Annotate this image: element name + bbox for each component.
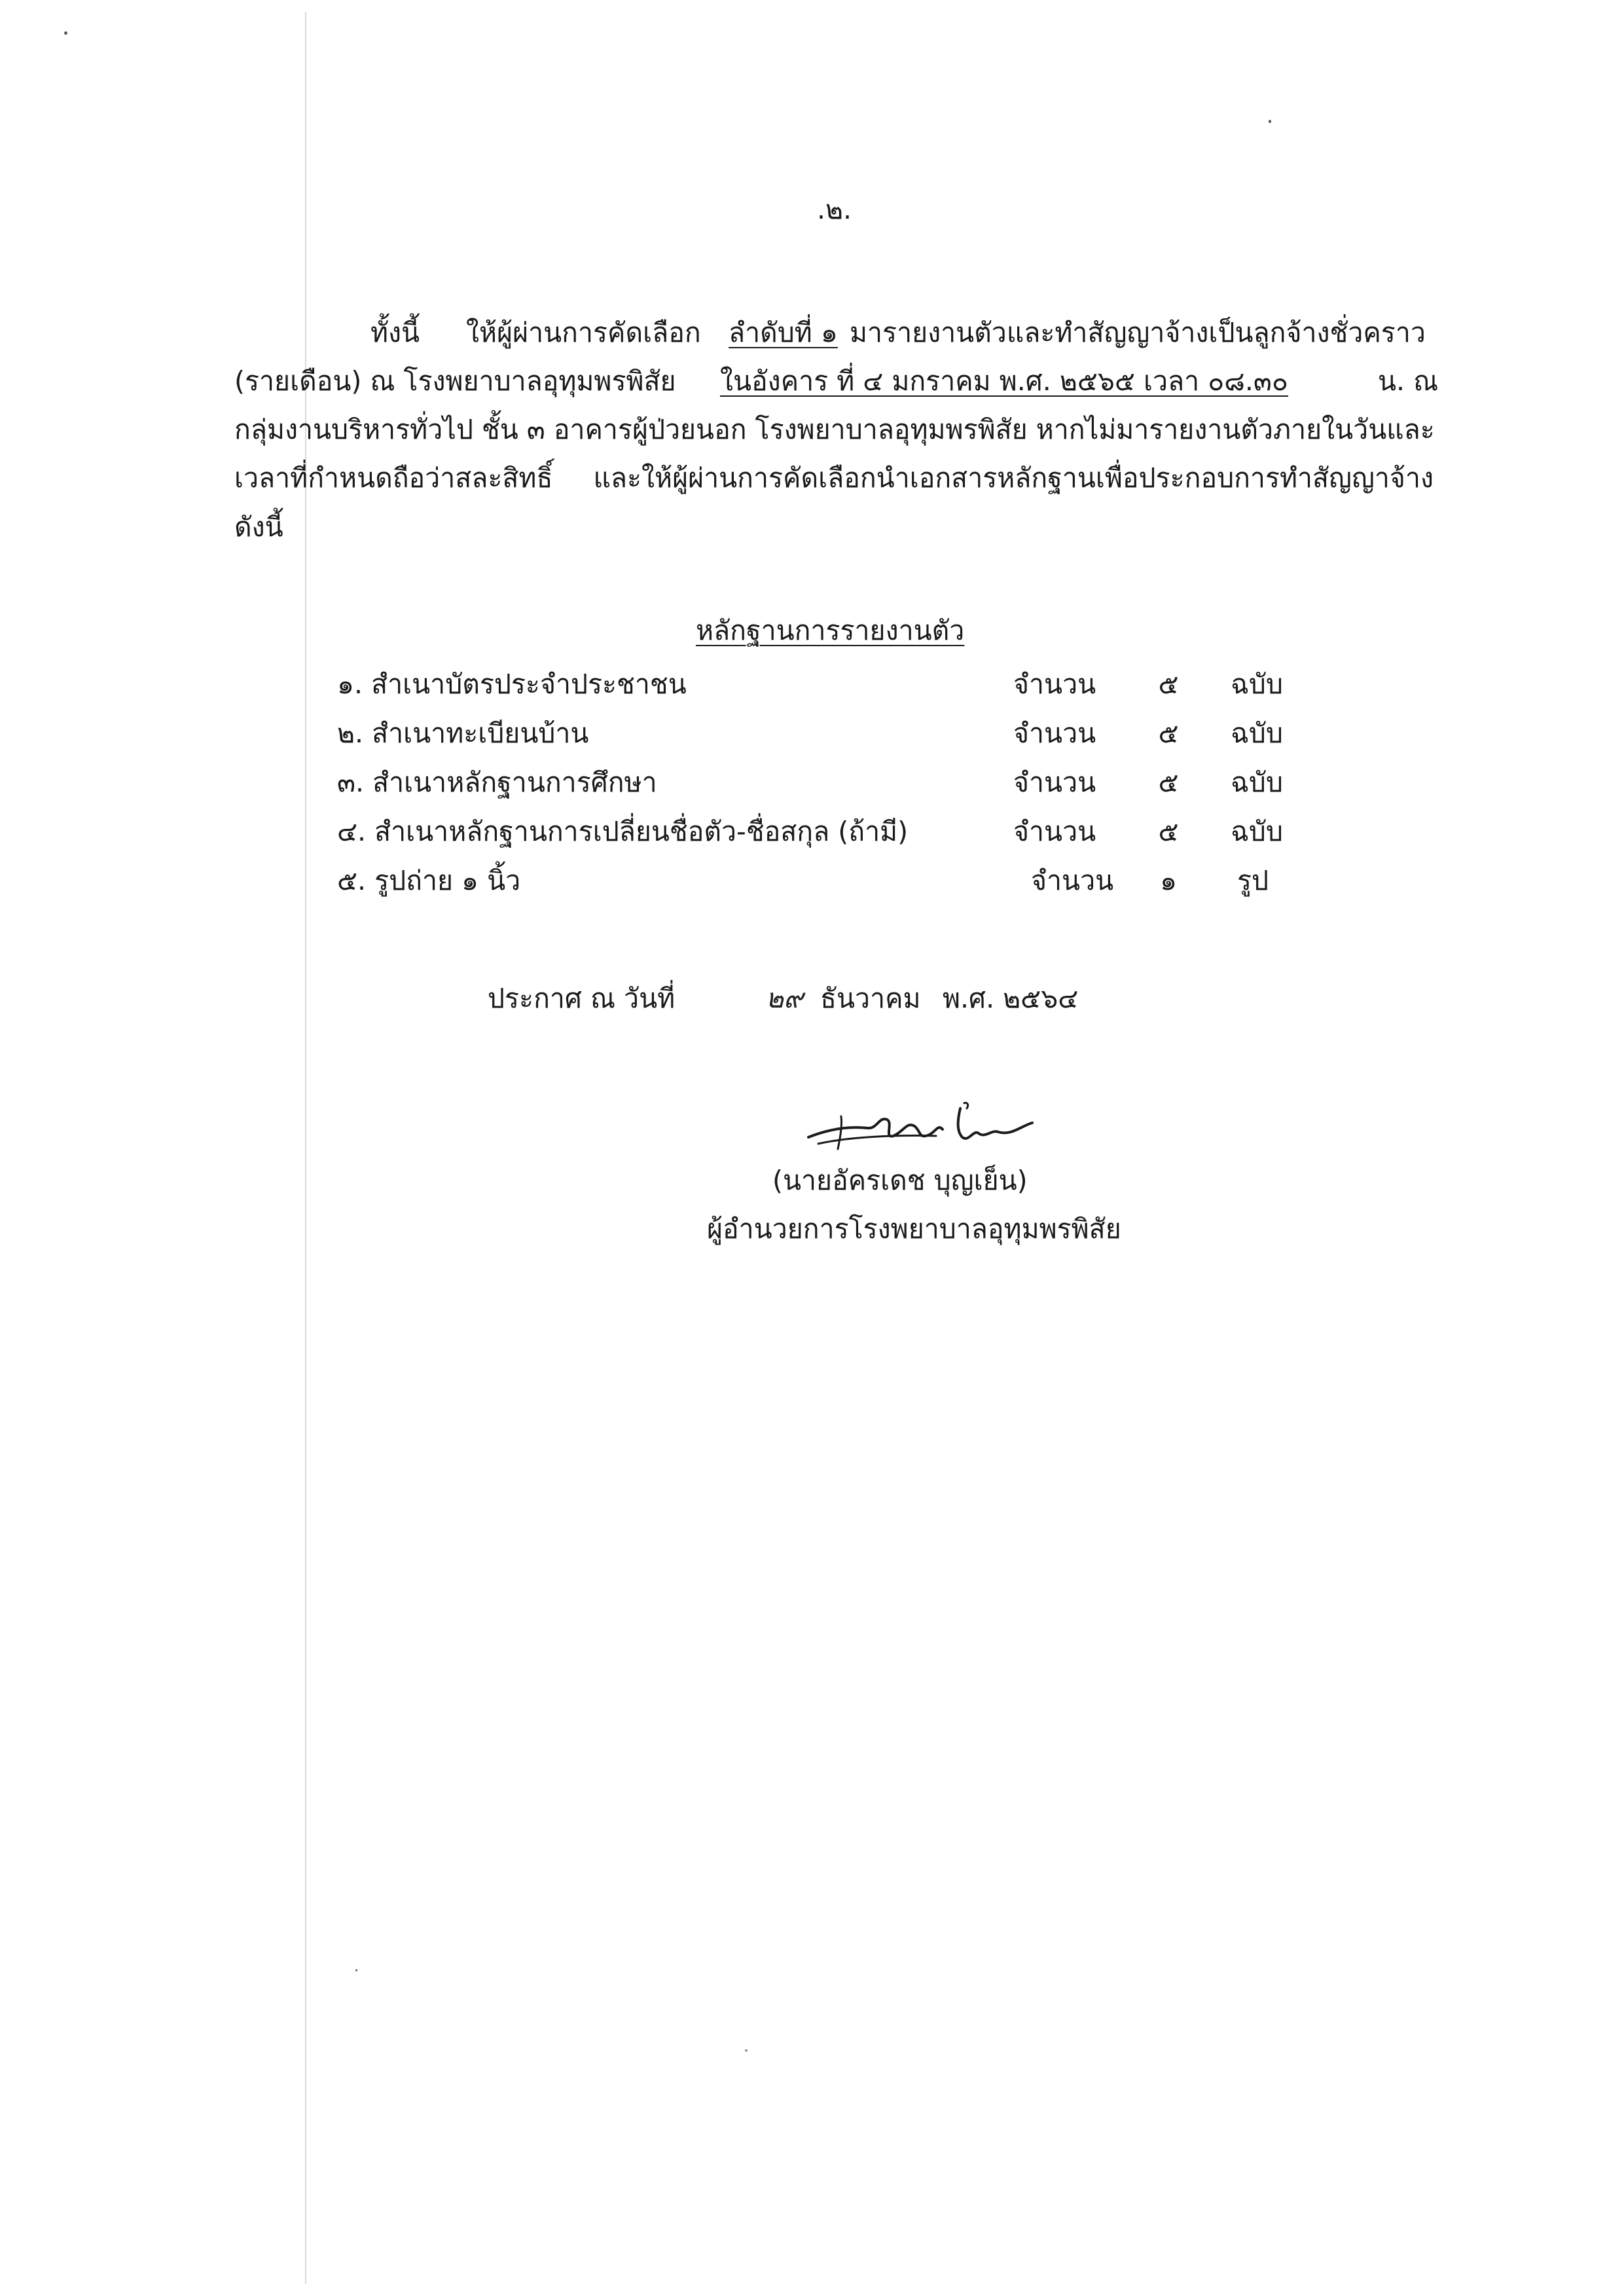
announcement-month: ธันวาคม xyxy=(820,983,921,1014)
evidence-item-label: ๒. สำเนาทะเบียนบ้าน xyxy=(337,718,589,749)
scan-speck xyxy=(64,31,67,35)
announcement-year: พ.ศ. ๒๕๖๔ xyxy=(943,983,1079,1014)
evidence-amount-label: จำนวน xyxy=(1013,767,1096,798)
announcement-day-handwritten: ๒๙ xyxy=(766,983,804,1014)
evidence-unit: ฉบับ xyxy=(1231,668,1283,700)
scan-speck xyxy=(1269,120,1271,123)
evidence-qty: ๑ xyxy=(1159,865,1178,896)
evidence-amount-label: จำนวน xyxy=(1013,668,1096,700)
evidence-qty: ๕ xyxy=(1158,767,1179,798)
body-indent-word: ทั้งนี้ xyxy=(370,317,420,348)
evidence-amount-label: จำนวน xyxy=(1013,718,1096,749)
selection-rank: ลำดับที่ ๑ xyxy=(729,317,838,348)
body-line2-part-b: น. ณ xyxy=(1378,365,1439,397)
scan-speck xyxy=(355,1969,357,1971)
evidence-item-label: ๑. สำเนาบัตรประจำประชาชน xyxy=(337,668,687,700)
report-date-time: ในอังคาร ที่ ๔ มกราคม พ.ศ. ๒๕๖๕ เวลา ๐๘.๓๐ xyxy=(720,365,1288,397)
signer-name: (นายอัครเดช บุญเย็น) xyxy=(772,1165,1028,1196)
signature-image xyxy=(802,1090,1038,1162)
evidence-unit: ฉบับ xyxy=(1231,767,1283,798)
body-line2-part-a: (รายเดือน) ณ โรงพยาบาลอุทุมพรพิสัย xyxy=(234,365,676,397)
body-line1-part-b: มารายงานตัวและทำสัญญาจ้างเป็นลูกจ้างชั่วคราว xyxy=(850,317,1426,348)
evidence-qty: ๕ xyxy=(1158,718,1179,749)
body-line5: ดังนี้ xyxy=(234,511,283,543)
evidence-qty: ๕ xyxy=(1158,668,1179,700)
body-line4: เวลาที่กำหนดถือว่าสละสิทธิ์ และให้ผู้ผ่านการคัดเลือกนำเอกสารหลักฐานเพื่อประกอบการทำสัญญาจ้าง xyxy=(234,462,1434,494)
announcement-date-prefix: ประกาศ ณ วันที่ xyxy=(488,983,676,1014)
scan-speck xyxy=(745,2049,748,2052)
scan-fold-line xyxy=(305,12,306,2284)
evidence-item-label: ๓. สำเนาหลักฐานการศึกษา xyxy=(337,767,657,798)
evidence-item-label: ๕. รูปถ่าย ๑ นิ้ว xyxy=(337,865,521,896)
signer-position: ผู้อำนวยการโรงพยาบาลอุทุมพรพิสัย xyxy=(707,1213,1121,1245)
page-number: .๒. xyxy=(817,194,852,225)
evidence-unit: ฉบับ xyxy=(1231,718,1283,749)
body-line3: กลุ่มงานบริหารทั่วไป ชั้น ๓ อาคารผู้ป่วยนอก โรงพยาบาลอุทุมพรพิสัย หากไม่มารายงานตัวภายในวันและ xyxy=(234,414,1435,445)
evidence-unit: ฉบับ xyxy=(1231,816,1283,847)
evidence-amount-label: จำนวน xyxy=(1013,816,1096,847)
evidence-heading: หลักฐานการรายงานตัว xyxy=(696,615,965,646)
body-line1-part-a: ให้ผู้ผ่านการคัดเลือก xyxy=(466,317,701,348)
evidence-qty: ๕ xyxy=(1158,816,1179,847)
evidence-item-label: ๔. สำเนาหลักฐานการเปลี่ยนชื่อตัว-ชื่อสกุล (ถ้ามี) xyxy=(337,816,909,847)
evidence-amount-label: จำนวน xyxy=(1031,865,1114,896)
evidence-unit: รูป xyxy=(1237,865,1269,896)
